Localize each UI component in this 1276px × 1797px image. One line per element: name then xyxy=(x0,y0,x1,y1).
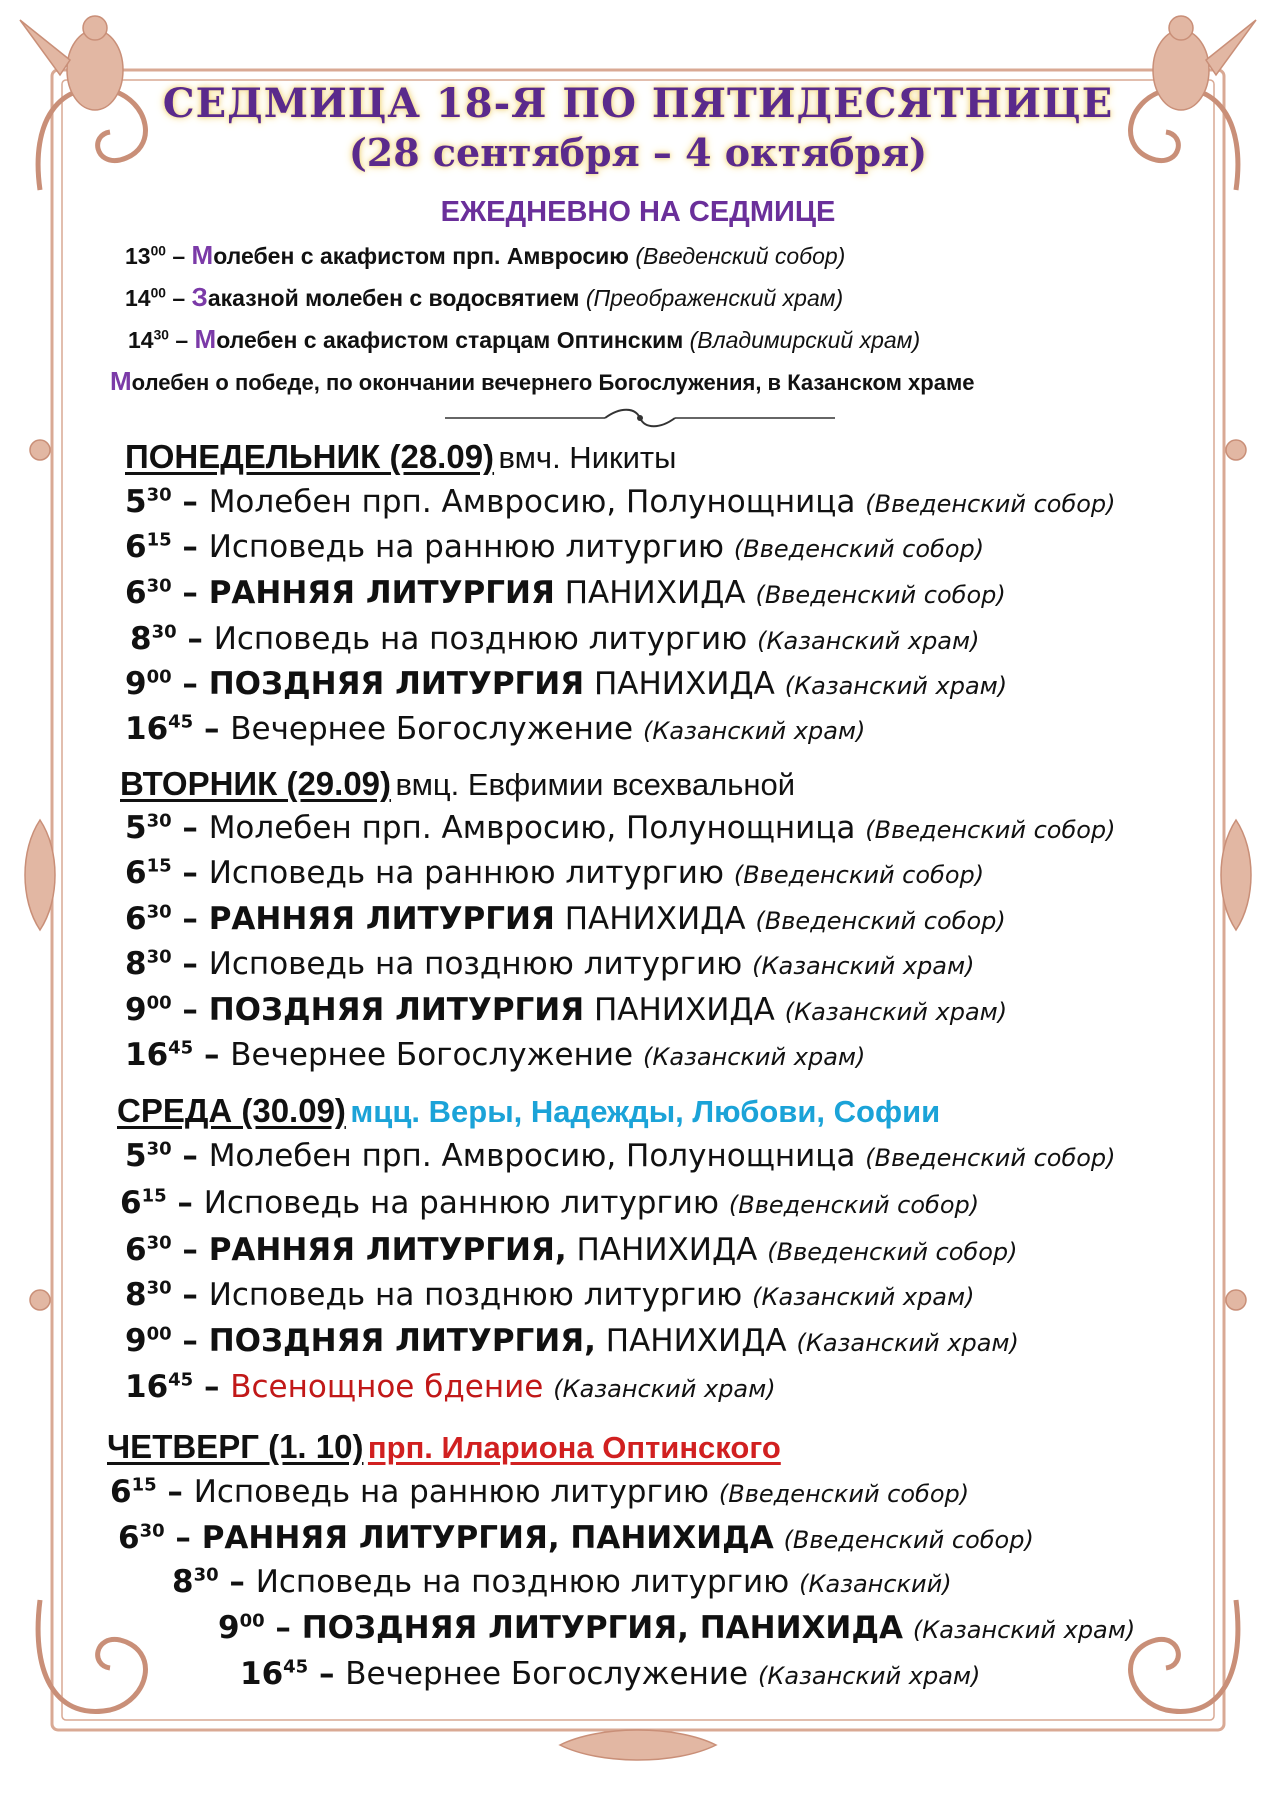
service-text: Исповедь на позднюю литургию xyxy=(208,1277,743,1313)
daily-item: $14^{30}$ – Молебен с акафистом старцам Оптинским (Владимирский храм) xyxy=(128,324,921,354)
day-header xyxy=(117,1092,940,1130)
service-place: (Введенский собор) xyxy=(718,1480,970,1508)
service-time: $6^{15}$ – xyxy=(120,1185,204,1221)
service-title-bold: ПОЗДНЯЯ ЛИТУРГИЯ, ПАНИХИДА xyxy=(301,1610,903,1646)
service-item xyxy=(125,1232,1018,1268)
service-text: ПАНИХИДА xyxy=(584,992,775,1028)
service-item xyxy=(125,1277,974,1313)
time-hour: 6 xyxy=(125,529,147,565)
time-hour: 9 xyxy=(125,1323,147,1359)
time-minutes: 00 xyxy=(239,1610,265,1632)
service-place: (Казанский храм) xyxy=(757,1662,981,1690)
service-item xyxy=(120,1185,979,1221)
time-hour: 9 xyxy=(125,992,147,1028)
time-hour: 8 xyxy=(125,1277,147,1313)
time-minutes: 30 xyxy=(139,1520,165,1542)
daily-text: олебен с акафистом старцам Оптинским xyxy=(216,327,684,353)
service-text: Вечернее Богослужение xyxy=(345,1656,749,1692)
time-minutes: 30 xyxy=(146,1138,172,1160)
time-hour: 16 xyxy=(125,1037,169,1073)
daily-min: 00 xyxy=(150,285,166,301)
service-item xyxy=(118,1520,1034,1556)
time-minutes: 45 xyxy=(168,1369,194,1391)
service-time: $6^{15}$ – xyxy=(125,529,209,565)
service-title-bold: РАННЯЯ ЛИТУРГИЯ, xyxy=(208,1232,567,1268)
daily-min: 30 xyxy=(153,327,169,343)
service-time: $6^{30}$ – xyxy=(125,575,209,611)
service-text: Вечернее Богослужение xyxy=(230,711,634,747)
service-title-bold: РАННЯЯ ЛИТУРГИЯ xyxy=(208,575,555,611)
service-time: $6^{30}$ – xyxy=(118,1520,202,1556)
service-text: ПАНИХИДА xyxy=(595,1323,787,1359)
daily-hour: 13 xyxy=(125,243,151,269)
time-hour: 9 xyxy=(218,1610,240,1646)
service-time: $5^{30}$ – xyxy=(125,1138,209,1174)
service-place: (Казанский храм) xyxy=(642,1043,866,1071)
saint-name: вмч. Никиты xyxy=(498,440,677,475)
service-text: Молебен прп. Амвросию, Полунощница xyxy=(208,810,856,846)
service-place: (Казанский храм) xyxy=(784,998,1008,1026)
time-hour: 6 xyxy=(118,1520,140,1556)
service-item xyxy=(125,1037,865,1073)
time-hour: 8 xyxy=(125,946,147,982)
daily-cap: М xyxy=(110,366,132,396)
service-time: $9^{00}$ – xyxy=(218,1610,302,1646)
service-item xyxy=(125,484,1116,520)
service-text: ПАНИХИДА xyxy=(584,666,775,702)
service-item xyxy=(172,1564,952,1600)
service-place: (Казанский храм) xyxy=(912,1616,1136,1644)
service-item xyxy=(125,992,1007,1028)
service-text: Молебен прп. Амвросию, Полунощница xyxy=(208,1138,856,1174)
service-place: (Казанский храм) xyxy=(752,1283,975,1311)
daily-cap: М xyxy=(191,240,214,270)
service-title-bold: РАННЯЯ ЛИТУРГИЯ xyxy=(208,901,555,937)
service-item xyxy=(125,529,984,565)
service-place: (Введенский собор) xyxy=(755,907,1006,935)
service-place: (Введенский собор) xyxy=(733,535,985,563)
time-hour: 5 xyxy=(125,810,147,846)
time-minutes: 00 xyxy=(146,992,172,1014)
service-place: (Казанский храм) xyxy=(642,717,866,745)
daily-cap: М xyxy=(194,324,217,354)
daily-place: (Преображенский храм) xyxy=(585,285,844,311)
service-place: (Казанский) xyxy=(799,1570,952,1598)
day-header xyxy=(120,765,795,803)
service-text: Всенощное бдение xyxy=(230,1369,544,1405)
service-place: (Казанский храм) xyxy=(784,672,1008,700)
service-item xyxy=(130,621,979,657)
time-minutes: 30 xyxy=(146,810,172,832)
service-item xyxy=(125,1323,1019,1359)
service-item xyxy=(125,810,1116,846)
time-minutes: 15 xyxy=(131,1474,157,1496)
service-text: Исповедь на позднюю литургию xyxy=(213,621,748,657)
daily-hour: 14 xyxy=(125,285,151,311)
day-name: СРЕДА (30.09) xyxy=(117,1092,346,1129)
service-time: $16^{45}$ – xyxy=(125,1037,231,1073)
time-hour: 16 xyxy=(125,1369,169,1405)
service-title-bold: РАННЯЯ ЛИТУРГИЯ, ПАНИХИДА xyxy=(201,1520,774,1556)
time-hour: 5 xyxy=(125,1138,147,1174)
service-place: (Введенский собор) xyxy=(755,581,1006,609)
daily-hour: 14 xyxy=(128,327,154,353)
service-title-bold: ПОЗДНЯЯ ЛИТУРГИЯ, xyxy=(208,1323,596,1359)
time-minutes: 30 xyxy=(146,484,172,506)
service-item xyxy=(218,1610,1135,1646)
daily-place: (Введенский собор) xyxy=(635,243,846,269)
daily-item: $13^{00}$ – Молебен с акафистом прп. Амвросию (Введенский собор) xyxy=(125,240,846,270)
time-minutes: 30 xyxy=(151,621,177,643)
service-place: (Введенский собор) xyxy=(865,490,1116,518)
service-time: $8^{30}$ – xyxy=(172,1564,256,1600)
service-time: $5^{30}$ – xyxy=(125,484,209,520)
service-item xyxy=(240,1656,980,1692)
daily-text: олебен с акафистом прп. Амвросию xyxy=(213,243,629,269)
time-minutes: 00 xyxy=(146,666,172,688)
time-minutes: 45 xyxy=(283,1656,309,1678)
service-time: $6^{15}$ – xyxy=(125,855,209,891)
service-text: Вечернее Богослужение xyxy=(230,1037,634,1073)
time-hour: 8 xyxy=(130,621,152,657)
service-text: ПАНИХИДА xyxy=(554,901,746,937)
service-text: Исповедь на раннюю литургию xyxy=(208,855,725,891)
time-minutes: 30 xyxy=(193,1564,219,1586)
service-time: $6^{15}$ – xyxy=(110,1474,194,1510)
service-text: Исповедь на раннюю литургию xyxy=(193,1474,710,1510)
service-item xyxy=(125,666,1007,702)
day-header xyxy=(107,1428,781,1466)
service-text: ПАНИХИДА xyxy=(566,1232,758,1268)
service-title-bold: ПОЗДНЯЯ ЛИТУРГИЯ xyxy=(208,992,585,1028)
service-place: (Казанский храм) xyxy=(757,627,980,655)
service-text: ПАНИХИДА xyxy=(554,575,746,611)
service-text: Исповедь на раннюю литургию xyxy=(208,529,725,565)
service-place: (Введенский собор) xyxy=(733,861,985,889)
day-header xyxy=(125,438,676,476)
service-text: Исповедь на позднюю литургию xyxy=(255,1564,790,1600)
time-hour: 16 xyxy=(125,711,169,747)
service-time: $6^{30}$ – xyxy=(125,901,209,937)
service-text: Исповедь на позднюю литургию xyxy=(208,946,743,982)
service-title-bold: ПОЗДНЯЯ ЛИТУРГИЯ xyxy=(208,666,585,702)
service-text: Молебен прп. Амвросию, Полунощница xyxy=(208,484,856,520)
time-minutes: 15 xyxy=(141,1185,167,1207)
service-place: (Введенский собор) xyxy=(728,1191,980,1219)
time-minutes: 30 xyxy=(146,575,172,597)
daily-text: аказной молебен с водосвятием xyxy=(207,285,580,311)
time-minutes: 45 xyxy=(168,1037,194,1059)
title-line-1: СЕДМИЦА 18-Я ПО ПЯТИДЕСЯТНИЦЕ xyxy=(162,80,1114,127)
service-item xyxy=(110,1474,969,1510)
service-item xyxy=(125,1369,776,1405)
ornamental-divider xyxy=(445,407,835,429)
service-place: (Введенский собор) xyxy=(865,1144,1116,1172)
time-minutes: 30 xyxy=(146,946,172,968)
service-time: $16^{45}$ – xyxy=(125,1369,231,1405)
saint-name: мцц. Веры, Надежды, Любови, Софии xyxy=(350,1094,941,1129)
service-place: (Введенский собор) xyxy=(865,816,1116,844)
time-hour: 6 xyxy=(120,1185,142,1221)
service-item xyxy=(125,946,974,982)
time-hour: 8 xyxy=(172,1564,194,1600)
time-hour: 6 xyxy=(125,575,147,611)
service-item xyxy=(125,1138,1116,1174)
day-name: ВТОРНИК (29.09) xyxy=(120,765,392,802)
service-place: (Введенский собор) xyxy=(783,1526,1034,1554)
service-place: (Казанский храм) xyxy=(796,1329,1019,1357)
service-time: $9^{00}$ – xyxy=(125,992,209,1028)
service-time: $6^{30}$ – xyxy=(125,1232,209,1268)
daily-heading: ЕЖЕДНЕВНО НА СЕДМИЦЕ xyxy=(440,196,836,228)
time-minutes: 45 xyxy=(168,711,194,733)
time-hour: 6 xyxy=(125,901,147,937)
daily-item: $14^{00}$ – Заказной молебен с водосвятием (Преображенский храм) xyxy=(125,282,844,312)
time-minutes: 15 xyxy=(146,529,172,551)
daily-text: олебен о победе, по окончании вечернего Богослужения, в Казанском храме xyxy=(131,370,975,395)
service-item xyxy=(125,901,1006,937)
service-time: $16^{45}$ – xyxy=(240,1656,346,1692)
service-time: $9^{00}$ – xyxy=(125,1323,209,1359)
service-item xyxy=(125,855,984,891)
time-hour: 6 xyxy=(110,1474,132,1510)
saint-name: вмц. Евфимии всехвальной xyxy=(395,767,796,802)
service-place: (Казанский храм) xyxy=(752,952,975,980)
daily-item xyxy=(0,366,1276,397)
time-hour: 6 xyxy=(125,1232,147,1268)
time-minutes: 15 xyxy=(146,855,172,877)
time-hour: 9 xyxy=(125,666,147,702)
service-time: $8^{30}$ – xyxy=(125,946,209,982)
daily-place: (Владимирский храм) xyxy=(689,327,921,353)
service-place: (Казанский храм) xyxy=(553,1375,776,1403)
time-minutes: 00 xyxy=(146,1323,172,1345)
time-minutes: 30 xyxy=(146,901,172,923)
service-place: (Введенский собор) xyxy=(767,1238,1018,1266)
service-time: $5^{30}$ – xyxy=(125,810,209,846)
service-item xyxy=(125,711,865,747)
time-hour: 16 xyxy=(240,1656,284,1692)
saint-name: прп. Илариона Оптинского xyxy=(367,1430,781,1465)
service-text: Исповедь на раннюю литургию xyxy=(203,1185,720,1221)
service-time: $8^{30}$ – xyxy=(130,621,214,657)
day-name: ЧЕТВЕРГ (1. 10) xyxy=(107,1428,364,1465)
service-time: $16^{45}$ – xyxy=(125,711,231,747)
day-name: ПОНЕДЕЛЬНИК (28.09) xyxy=(125,438,495,475)
time-minutes: 30 xyxy=(146,1277,172,1299)
service-time: $9^{00}$ – xyxy=(125,666,209,702)
title-line-2: (28 сентября – 4 октября) xyxy=(348,130,928,175)
daily-cap: З xyxy=(191,282,208,312)
time-hour: 6 xyxy=(125,855,147,891)
service-item xyxy=(125,575,1006,611)
time-minutes: 30 xyxy=(146,1232,172,1254)
service-time: $8^{30}$ – xyxy=(125,1277,209,1313)
time-hour: 5 xyxy=(125,484,147,520)
daily-min: 00 xyxy=(150,243,166,259)
